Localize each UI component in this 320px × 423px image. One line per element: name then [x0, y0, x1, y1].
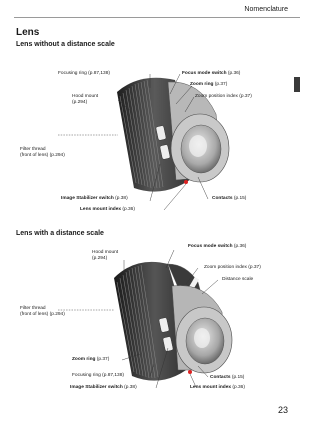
lens-a-label-hood-mount-page: (p.294)	[72, 100, 88, 105]
lens-a-label-focus-mode-switch: Focus mode switch (p.36)	[182, 71, 241, 76]
lens-b-label-filter-thread-detail: (front of lens) (p.294)	[20, 312, 65, 317]
lens-a-label-filter-thread-detail: (front of lens) (p.294)	[20, 153, 65, 158]
lens-a-illustration	[0, 60, 300, 220]
page-number: 23	[277, 405, 288, 415]
lens-b-label-distance-scale: Distance scale	[222, 277, 254, 282]
lens-b-label-focusing-ring: Focusing ring (p.87,138)	[72, 373, 124, 378]
lens-a-label-filter-thread: Filter thread	[20, 147, 46, 152]
lens-b-label-image-stabilizer-switch: Image Stabilizer switch (p.38)	[70, 385, 137, 390]
lens-b-label-hood-mount: Hood mount	[92, 250, 119, 255]
lens-a-label-focusing-ring: Focusing ring (p.87,138)	[58, 71, 110, 76]
lens-b-label-focus-mode-switch: Focus mode switch (p.36)	[188, 244, 247, 249]
lens-a-label-hood-mount: Hood mount	[72, 94, 99, 99]
lens-b-label-zoom-position-index: Zoom position index (p.37)	[204, 265, 261, 270]
lens-a-label-zoom-position-index: Zoom position index (p.37)	[195, 94, 252, 99]
lens-a-label-lens-mount-index: Lens mount index (p.36)	[80, 207, 135, 212]
lens-a-label-image-stabilizer-switch: Image Stabilizer switch (p.38)	[61, 196, 128, 201]
lens-b-label-lens-mount-index: Lens mount index (p.36)	[190, 385, 245, 390]
lens-a-label-zoom-ring: Zoom ring (p.37)	[190, 82, 228, 87]
running-header: Nomenclature	[244, 6, 288, 13]
section-title: Lens	[16, 27, 40, 38]
header-rule	[14, 17, 300, 18]
lens-b-label-zoom-ring: Zoom ring (p.37)	[72, 357, 110, 362]
lens-b-label-contacts: Contacts (p.15)	[210, 375, 245, 380]
lens-b-label-filter-thread: Filter thread	[20, 306, 46, 311]
lens-b-label-hood-mount-page: (p.294)	[92, 256, 108, 261]
lens-b-heading: Lens with a distance scale	[16, 230, 104, 237]
lens-a-heading: Lens without a distance scale	[16, 41, 115, 48]
lens-a-label-contacts: Contacts (p.15)	[212, 196, 247, 201]
